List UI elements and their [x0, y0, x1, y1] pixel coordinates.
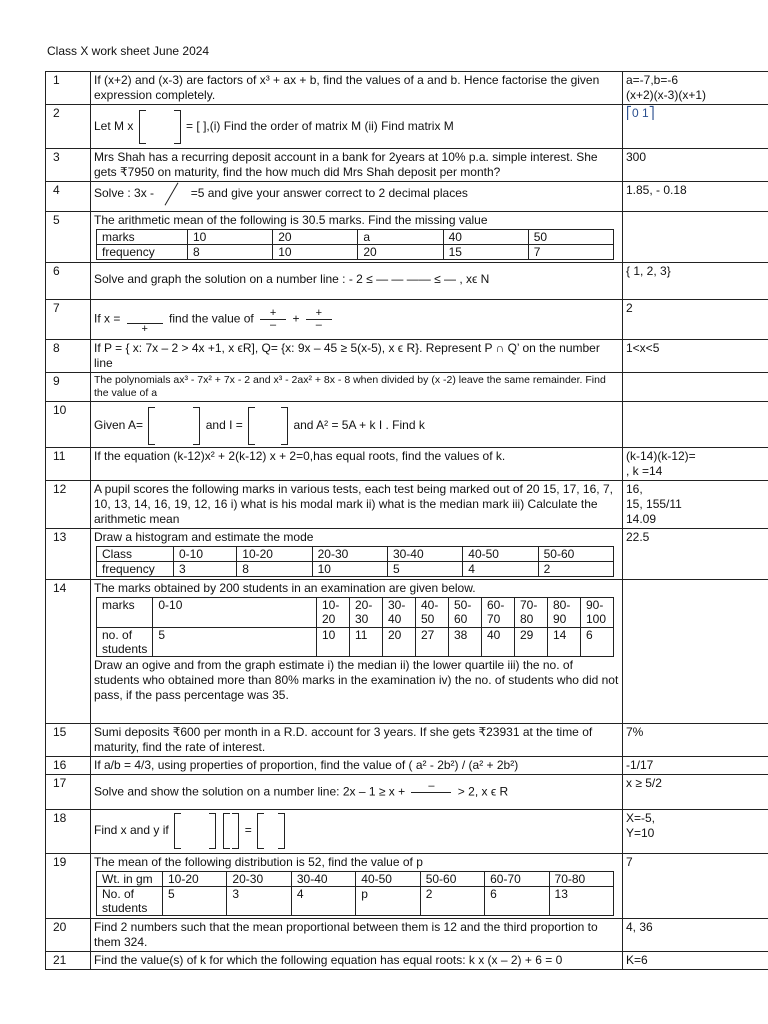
answer-cell: x ≥ 5/2	[623, 775, 768, 810]
answer-line: 15, 155/11	[626, 497, 682, 511]
table-cell: 10	[312, 562, 387, 577]
answer-cell	[623, 373, 768, 402]
table-cell: 20	[273, 230, 358, 245]
question-text: If (x+2) and (x-3) are factors of x³ + ax + b, find the values of a and b. Hence factorise the given expression completely.	[91, 72, 623, 105]
equals-bracket: = [	[186, 119, 200, 134]
table-cell: 8	[188, 245, 273, 260]
question-text	[91, 263, 623, 300]
table-cell: frequency	[97, 562, 174, 577]
question-number: 19	[46, 854, 91, 919]
answer-cell: -1/17	[623, 757, 768, 775]
answer-line: 16,	[626, 482, 643, 496]
answer-line: (x+2)(x-3)(x+1)	[626, 88, 707, 102]
table-cell: 6	[485, 887, 549, 916]
fraction: +	[127, 312, 163, 335]
question-row-19	[46, 854, 768, 919]
answer-cell: K=6	[623, 952, 768, 970]
table-row	[97, 245, 614, 260]
table-cell: 20	[358, 245, 443, 260]
table-cell: 3	[174, 562, 237, 577]
table-cell: 0-10	[153, 598, 317, 628]
table-cell: p	[356, 887, 420, 916]
table-cell: 38	[449, 628, 482, 657]
question-number: 8	[46, 340, 91, 373]
question-row-4	[46, 182, 768, 212]
question-suffix: ],(i) Find the order of matrix M (ii) Find matrix M	[203, 119, 454, 134]
question-number: 1	[46, 72, 91, 105]
table-row	[97, 872, 614, 887]
table-cell: 60-70	[485, 872, 549, 887]
table-cell: 29	[515, 628, 548, 657]
table-cell: 8	[237, 562, 312, 577]
table-row	[97, 562, 614, 577]
question-number: 10	[46, 402, 91, 448]
question-number: 5	[46, 212, 91, 263]
plus-sign: +	[292, 311, 300, 326]
table-row	[97, 547, 614, 562]
question-text	[91, 775, 623, 810]
question-number: 7	[46, 300, 91, 340]
table-cell: 60-70	[482, 598, 515, 628]
table-cell: 11	[350, 628, 383, 657]
table-cell: 3	[227, 887, 291, 916]
question-number: 18	[46, 810, 91, 854]
question-text	[91, 182, 623, 212]
question-row-11	[46, 448, 768, 481]
question-text: If P = { x: 7x – 2 > 4x +1, x ϵR], Q= {x: 9x – 45 ≥ 5(x-5), x ϵ R}. Represent P ∩ Q’ on the number line	[91, 340, 623, 373]
question-number: 20	[46, 919, 91, 952]
table-cell: frequency	[97, 245, 188, 260]
table-cell: 20	[383, 628, 416, 657]
table-cell: 4	[463, 562, 538, 577]
table-cell: 30-40	[291, 872, 355, 887]
question-row-10	[46, 402, 768, 448]
question-prefix: Find x and y if	[94, 823, 169, 838]
answer-line: 14.09	[626, 512, 657, 526]
question-row-21	[46, 952, 768, 970]
question-mid: and I =	[205, 418, 243, 433]
table-cell: 20-30	[312, 547, 387, 562]
answer-cell: 22.5	[623, 529, 768, 580]
matrix-bracket	[148, 407, 200, 445]
answer-cell	[623, 481, 768, 529]
table-cell: 50-60	[538, 547, 613, 562]
question-text-line: Solve and graph the solution on a number line : - 2 ≤ — — —— ≤ — , xϵ N	[94, 272, 490, 286]
table-cell: 10	[317, 628, 350, 657]
question-row-7	[46, 300, 768, 340]
table-cell: 5	[153, 628, 317, 657]
question-number: 14	[46, 580, 91, 724]
question-row-5	[46, 212, 768, 263]
question-text	[91, 105, 623, 149]
table-cell: no. of students	[97, 628, 153, 657]
table-cell: 90-100	[581, 598, 614, 628]
table-cell: 50-60	[449, 598, 482, 628]
question-row-14	[46, 580, 768, 724]
question-number: 11	[46, 448, 91, 481]
table-cell: 15	[443, 245, 528, 260]
table-cell: 30-40	[383, 598, 416, 628]
table-row	[97, 598, 614, 628]
table-cell: 14	[548, 628, 581, 657]
answer-cell	[623, 212, 768, 263]
table-cell: 50-60	[420, 872, 484, 887]
question-number: 12	[46, 481, 91, 529]
question-text: The polynomials ax³ - 7x² + 7x - 2 and x³ - 2ax² + 8x - 8 when divided by (x -2) leave the same remainder. Find the value of a	[91, 373, 623, 402]
question-text	[91, 580, 623, 724]
table-cell: 40-50	[356, 872, 420, 887]
answer-cell	[623, 402, 768, 448]
question-prefix: Let M x	[94, 119, 134, 134]
question-number: 3	[46, 149, 91, 182]
question-text	[91, 810, 623, 854]
table-cell: 40-50	[416, 598, 449, 628]
question-text	[91, 300, 623, 340]
matrix-bracket	[139, 110, 181, 144]
question-row-17	[46, 775, 768, 810]
question-prefix: Solve : 3x -	[94, 186, 155, 201]
fraction: –	[411, 781, 451, 804]
table-cell: 80-90	[548, 598, 581, 628]
marks-table	[96, 597, 614, 657]
question-number: 2	[46, 105, 91, 149]
worksheet-table	[45, 71, 768, 970]
frequency-table	[96, 229, 614, 260]
distribution-table	[96, 871, 614, 916]
question-text: Mrs Shah has a recurring deposit account in a bank for 2years at 10% p.a. simple interest. She gets ₹7950 on maturity, find the how much did Mrs Shah deposit per month?	[91, 149, 623, 182]
question-text-line: Draw a histogram and estimate the mode	[94, 530, 314, 544]
matrix-bracket	[223, 813, 239, 849]
equals-sign: =	[244, 823, 252, 838]
matrix-bracket	[257, 813, 285, 849]
table-cell: 50	[528, 230, 613, 245]
table-cell: 10-20	[237, 547, 312, 562]
table-cell: a	[358, 230, 443, 245]
answer-cell: 7	[623, 854, 768, 919]
answer-cell: 7%	[623, 724, 768, 757]
table-cell: 6	[581, 628, 614, 657]
table-cell: 5	[163, 887, 227, 916]
question-text: If a/b = 4/3, using properties of proportion, find the value of ( a² - 2b²) / (a² + 2b²)	[91, 757, 623, 775]
answer-cell: 1<x<5	[623, 340, 768, 373]
question-prefix: Given A=	[94, 418, 144, 433]
question-text-line: The marks obtained by 200 students in an examination are given below.	[94, 581, 476, 595]
answer-line: X=-5,	[626, 811, 656, 825]
question-suffix: > 2, x ϵ R	[457, 784, 509, 799]
question-number: 16	[46, 757, 91, 775]
table-cell: 27	[416, 628, 449, 657]
question-number: 13	[46, 529, 91, 580]
table-cell: 10	[188, 230, 273, 245]
question-row-9	[46, 373, 768, 402]
question-text: Sumi deposits ₹600 per month in a R.D. account for 3 years. If she gets ₹23931 at the time of maturity, find the rate of interest.	[91, 724, 623, 757]
frequency-table	[96, 546, 614, 577]
answer-cell	[623, 810, 768, 854]
question-row-6	[46, 263, 768, 300]
question-row-15	[46, 724, 768, 757]
question-text: Find 2 numbers such that the mean proportional between them is 12 and the third proportion to them 324.	[91, 919, 623, 952]
table-cell: 20-30	[350, 598, 383, 628]
answer-cell	[623, 448, 768, 481]
table-cell: 7	[528, 245, 613, 260]
answer-cell: 2	[623, 300, 768, 340]
question-row-8	[46, 340, 768, 373]
question-text: If the equation (k-12)x² + 2(k-12) x + 2=0,has equal roots, find the values of k.	[91, 448, 623, 481]
answer-cell: ⎡0 1⎤	[623, 105, 768, 149]
table-row	[97, 887, 614, 916]
answer-line: a=-7,b=-6	[626, 73, 679, 87]
answer-line: , k =14	[626, 464, 663, 478]
question-row-18	[46, 810, 768, 854]
question-text-line: Solve and show the solution on a number line: 2x – 1 ≥ x +	[94, 784, 406, 799]
answer-line: Y=10	[626, 826, 655, 840]
table-cell: 2	[420, 887, 484, 916]
table-cell: 70-80	[515, 598, 548, 628]
question-text	[91, 402, 623, 448]
question-row-1	[46, 72, 768, 105]
matrix-bracket	[248, 407, 288, 445]
table-cell: 5	[387, 562, 462, 577]
worksheet-title: Class X work sheet June 2024	[47, 44, 210, 58]
answer-cell: 4, 36	[623, 919, 768, 952]
question-number: 6	[46, 263, 91, 300]
table-cell: 13	[549, 887, 613, 916]
question-number: 9	[46, 373, 91, 402]
table-cell: 20-30	[227, 872, 291, 887]
question-text	[91, 854, 623, 919]
question-prefix: If x =	[94, 311, 121, 326]
question-row-13	[46, 529, 768, 580]
answer-cell	[623, 580, 768, 724]
question-row-12	[46, 481, 768, 529]
table-cell: 30-40	[387, 547, 462, 562]
answer-cell	[623, 72, 768, 105]
table-cell: Class	[97, 547, 174, 562]
answer-line: (k-14)(k-12)=	[626, 449, 696, 463]
question-text-line: Draw an ogive and from the graph estimate i) the median ii) the lower quartile iii) the no. of students who obtained more than 80% marks in the examination iv) the no. of students who did not pass, if the pass percentage was 35.	[94, 658, 619, 702]
question-number: 4	[46, 182, 91, 212]
table-cell: No. of students	[97, 887, 163, 916]
table-cell: 4	[291, 887, 355, 916]
table-cell: 10	[273, 245, 358, 260]
table-cell: 40-50	[463, 547, 538, 562]
answer-cell: 1.85, - 0.18	[623, 182, 768, 212]
table-cell: 40	[443, 230, 528, 245]
question-text	[91, 529, 623, 580]
table-cell: Wt. in gm	[97, 872, 163, 887]
question-number: 21	[46, 952, 91, 970]
table-row	[97, 628, 614, 657]
table-cell: 0-10	[174, 547, 237, 562]
question-text: Find the value(s) of k for which the following equation has equal roots: k x (x – 2) + 6 = 0	[91, 952, 623, 970]
table-cell: 70-80	[549, 872, 613, 887]
fraction: $\frac{+}{-}$	[260, 308, 286, 331]
question-row-3	[46, 149, 768, 182]
table-cell: marks	[97, 230, 188, 245]
question-text: A pupil scores the following marks in various tests, each test being marked out of 20 15, 17, 16, 7, 10, 13, 14, 16, 19, 12, 16 i) what is his modal mark ii) what is the median mark iii) Calculate the arithmetic mean	[91, 481, 623, 529]
answer-cell: { 1, 2, 3}	[623, 263, 768, 300]
question-number: 17	[46, 775, 91, 810]
question-row-2	[46, 105, 768, 149]
question-row-16	[46, 757, 768, 775]
fraction: $\frac{+}{-}$	[306, 308, 332, 331]
question-row-20	[46, 919, 768, 952]
table-cell: 40	[482, 628, 515, 657]
table-cell: marks	[97, 598, 153, 628]
question-text	[91, 212, 623, 263]
table-cell: 10-20	[163, 872, 227, 887]
question-suffix: =5 and give your answer correct to 2 decimal places	[190, 186, 468, 201]
question-number: 15	[46, 724, 91, 757]
question-suffix: and A² = 5A + k I . Find k	[293, 418, 425, 433]
question-text-line: The mean of the following distribution is 52, find the value of p	[94, 855, 423, 869]
table-row	[97, 230, 614, 245]
table-cell: 2	[538, 562, 613, 577]
question-mid: find the value of	[169, 311, 254, 326]
answer-cell: 300	[623, 149, 768, 182]
table-cell: 10-20	[317, 598, 350, 628]
question-text-line: The arithmetic mean of the following is 30.5 marks. Find the missing value	[94, 213, 488, 227]
fraction-slash	[163, 183, 181, 205]
matrix-bracket	[174, 813, 216, 849]
